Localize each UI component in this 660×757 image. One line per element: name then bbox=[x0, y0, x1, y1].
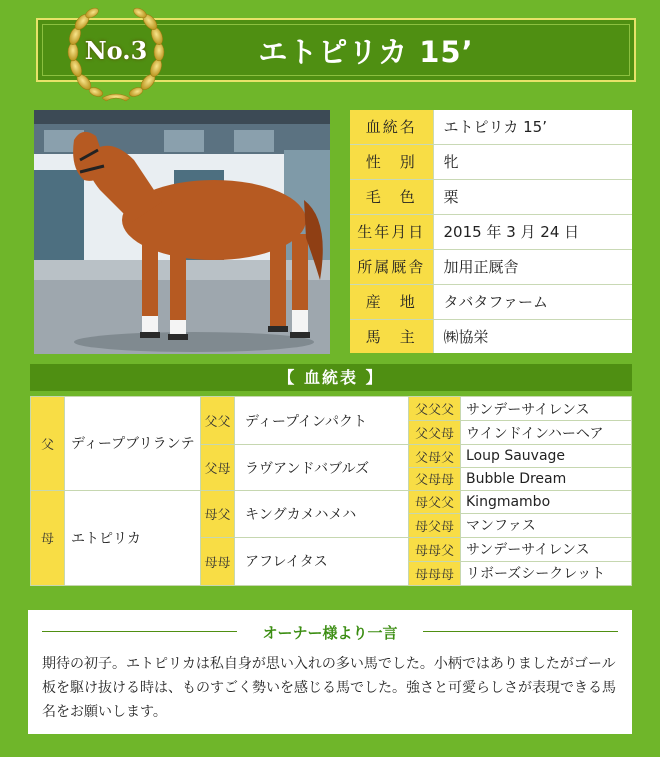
info-row-sex bbox=[349, 144, 633, 179]
info-row-stable bbox=[349, 249, 633, 284]
gen3-label: 母母父 bbox=[409, 537, 461, 561]
info-row-origin bbox=[349, 284, 633, 319]
owner-comment-text: 期待の初子。エトピリカは私自身が思い入れの多い馬でした。小柄ではありましたがゴール板を駆け抜ける時は、ものすごく勢いを感じる馬でした。強さと可愛らしさが表現できる馬名をお願いします。 bbox=[42, 656, 616, 720]
horse-photo bbox=[34, 110, 330, 354]
info-row-birthdate bbox=[349, 214, 633, 249]
info-value: 牝 bbox=[433, 144, 633, 179]
gen2-label: 父母 bbox=[201, 445, 235, 491]
pedigree-table bbox=[30, 396, 632, 586]
info-row-name bbox=[349, 109, 633, 144]
info-value: 2015 年 3 月 24 日 bbox=[433, 214, 633, 249]
pedigree-heading: 【 血統表 】 bbox=[30, 364, 632, 391]
gen3-name: マンファス bbox=[461, 513, 632, 537]
gen3-label: 母父父 bbox=[409, 490, 461, 513]
gen3-label: 母母母 bbox=[409, 561, 461, 585]
info-value: エトピリカ 15’ bbox=[433, 109, 633, 144]
gen2-name: ラヴアンドバブルズ bbox=[235, 445, 409, 491]
gen3-name: Loup Sauvage bbox=[461, 445, 632, 468]
divider bbox=[423, 631, 618, 632]
info-label: 性 別 bbox=[349, 144, 433, 179]
entry-number-badge: No.3 bbox=[84, 36, 148, 65]
info-row-color bbox=[349, 179, 633, 214]
gen3-name: ウインドインハーヘア bbox=[461, 421, 632, 445]
info-label: 血統名 bbox=[349, 109, 433, 144]
gen3-name: サンデーサイレンス bbox=[461, 397, 632, 421]
info-label: 産 地 bbox=[349, 284, 433, 319]
gen3-label: 父母母 bbox=[409, 468, 461, 491]
gen3-name: Bubble Dream bbox=[461, 468, 632, 491]
info-label: 所属厩舎 bbox=[349, 249, 433, 284]
sire-label: 父 bbox=[31, 397, 65, 491]
owner-comment-title: オーナー様より一言 bbox=[262, 624, 398, 642]
gen3-label: 母父母 bbox=[409, 513, 461, 537]
info-label: 毛 色 bbox=[349, 179, 433, 214]
gen3-label: 父母父 bbox=[409, 445, 461, 468]
info-value: 加用正厩舎 bbox=[433, 249, 633, 284]
divider bbox=[42, 631, 237, 632]
sire-name: ディープブリランテ bbox=[65, 397, 201, 491]
info-value: ㈱協栄 bbox=[433, 319, 633, 354]
info-label: 馬 主 bbox=[349, 319, 433, 354]
info-row-owner bbox=[349, 319, 633, 354]
dam-name: エトピリカ bbox=[65, 490, 201, 585]
horse-info-table bbox=[348, 108, 634, 355]
gen3-name: Kingmambo bbox=[461, 490, 632, 513]
owner-comment-heading bbox=[42, 622, 618, 642]
page-title: エトピリカ 15’ bbox=[258, 35, 474, 69]
gen2-name: キングカメハメハ bbox=[235, 490, 409, 537]
gen2-label: 母父 bbox=[201, 490, 235, 537]
info-value: タバタファーム bbox=[433, 284, 633, 319]
gen2-label: 父父 bbox=[201, 397, 235, 445]
gen3-label: 父父父 bbox=[409, 397, 461, 421]
gen2-label: 母母 bbox=[201, 537, 235, 585]
gen2-name: アフレイタス bbox=[235, 537, 409, 585]
dam-label: 母 bbox=[31, 490, 65, 585]
owner-comment-box bbox=[28, 610, 632, 734]
gen3-label: 父父母 bbox=[409, 421, 461, 445]
info-label: 生年月日 bbox=[349, 214, 433, 249]
gen2-name: ディープインパクト bbox=[235, 397, 409, 445]
gen3-name: サンデーサイレンス bbox=[461, 537, 632, 561]
info-value: 栗 bbox=[433, 179, 633, 214]
gen3-name: リボーズシークレット bbox=[461, 561, 632, 585]
